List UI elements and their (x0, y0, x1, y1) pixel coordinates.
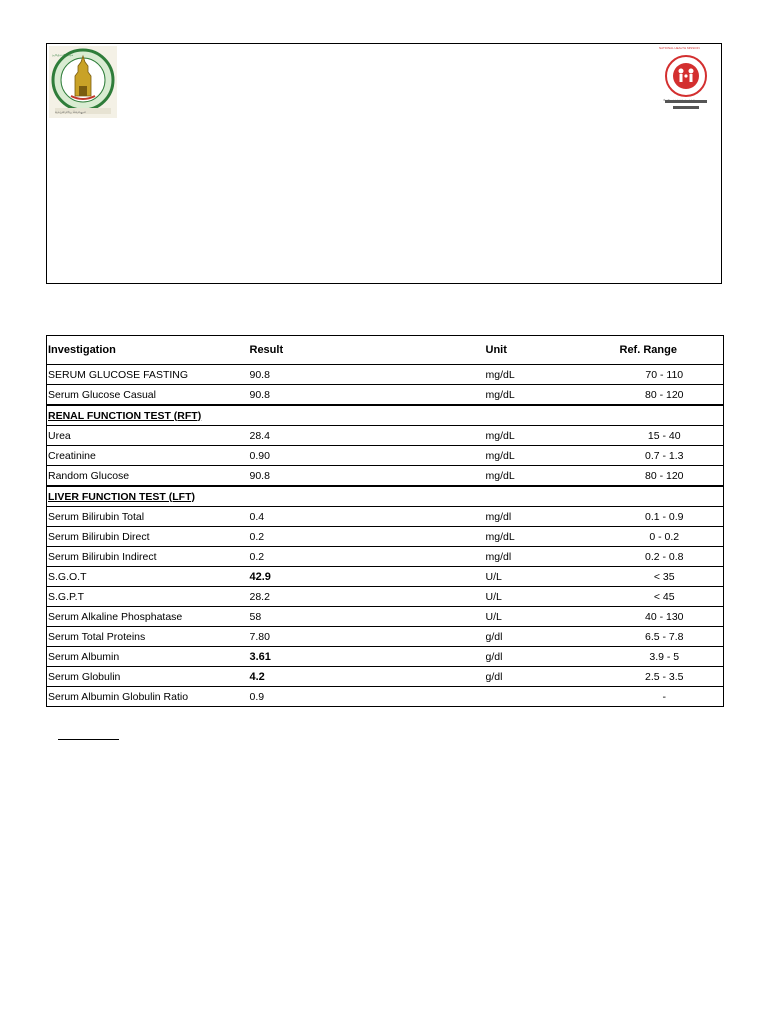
empty-cell (249, 405, 485, 426)
unit-cell: g/dl (485, 647, 605, 667)
section-header-row (47, 405, 724, 426)
column-header-result: Result (249, 336, 485, 365)
result-cell: 7.80 (249, 627, 485, 647)
result-cell: 0.4 (249, 507, 485, 527)
investigation-cell: Serum Glucose Casual (47, 385, 249, 406)
table-row (47, 426, 724, 446)
result-cell: 0.2 (249, 547, 485, 567)
right-logo-subtext: தேசிய சுகாதார குழுமம் (663, 98, 695, 102)
result-cell: 0.2 (249, 527, 485, 547)
unit-cell: mg/dL (485, 365, 605, 385)
ref-range-cell: 80 - 120 (605, 385, 724, 406)
ref-range-cell: 15 - 40 (605, 426, 724, 446)
result-cell: 28.4 (249, 426, 485, 446)
unit-cell: U/L (485, 607, 605, 627)
ref-range-cell: 0.7 - 1.3 (605, 446, 724, 466)
result-cell: 58 (249, 607, 485, 627)
ref-range-cell: < 45 (605, 587, 724, 607)
result-cell: 4.2 (249, 667, 485, 687)
column-header-unit: Unit (485, 336, 605, 365)
table-row (47, 567, 724, 587)
ref-range-cell: 0.2 - 0.8 (605, 547, 724, 567)
unit-cell: mg/dL (485, 466, 605, 487)
ref-range-cell: 70 - 110 (605, 365, 724, 385)
investigation-cell: Urea (47, 426, 249, 446)
ref-range-cell: 0 - 0.2 (605, 527, 724, 547)
table-row (47, 507, 724, 527)
result-cell: 90.8 (249, 385, 485, 406)
table-row (47, 527, 724, 547)
column-header-investigation: Investigation (47, 336, 249, 365)
report-header-box (46, 43, 722, 284)
signature-line (58, 739, 119, 740)
ref-range-cell: 0.1 - 0.9 (605, 507, 724, 527)
left-logo-motto: வாய்மையே வெல்லும் (55, 110, 87, 114)
result-cell: 90.8 (249, 466, 485, 487)
column-header-ref-range: Ref. Range (605, 336, 724, 365)
investigation-cell: Serum Albumin (47, 647, 249, 667)
investigation-cell: Serum Globulin (47, 667, 249, 687)
ref-range-cell: 80 - 120 (605, 466, 724, 487)
result-cell: 90.8 (249, 365, 485, 385)
unit-cell: g/dl (485, 667, 605, 687)
empty-cell (605, 405, 724, 426)
unit-cell: g/dl (485, 627, 605, 647)
table-row (47, 607, 724, 627)
table-row (47, 466, 724, 487)
investigation-cell: S.G.O.T (47, 567, 249, 587)
investigation-cell: Serum Bilirubin Total (47, 507, 249, 527)
right-logo-region: தமிழ்நாடு (673, 105, 687, 109)
empty-cell (485, 486, 605, 507)
ref-range-cell: 6.5 - 7.8 (605, 627, 724, 647)
ref-range-cell: 40 - 130 (605, 607, 724, 627)
result-cell: 0.90 (249, 446, 485, 466)
table-row (47, 647, 724, 667)
result-cell: 0.9 (249, 687, 485, 707)
unit-cell: mg/dL (485, 426, 605, 446)
table-row (47, 667, 724, 687)
investigation-cell: SERUM GLUCOSE FASTING (47, 365, 249, 385)
unit-cell: mg/dL (485, 446, 605, 466)
unit-cell: mg/dL (485, 385, 605, 406)
ref-range-cell: 2.5 - 3.5 (605, 667, 724, 687)
empty-cell (605, 486, 724, 507)
table-row (47, 547, 724, 567)
investigation-cell: Serum Total Proteins (47, 627, 249, 647)
table-header-row (47, 336, 724, 365)
section-header-row (47, 486, 724, 507)
unit-cell: mg/dL (485, 527, 605, 547)
empty-cell (249, 486, 485, 507)
right-logo-text: NATIONAL HEALTH MISSION (659, 46, 700, 50)
ref-range-cell: - (605, 687, 724, 707)
investigation-cell: Serum Albumin Globulin Ratio (47, 687, 249, 707)
investigation-cell: S.G.P.T (47, 587, 249, 607)
investigation-cell: Serum Alkaline Phosphatase (47, 607, 249, 627)
empty-cell (485, 405, 605, 426)
investigation-cell: Serum Bilirubin Direct (47, 527, 249, 547)
ref-range-cell: < 35 (605, 567, 724, 587)
table-row (47, 446, 724, 466)
result-cell: 3.61 (249, 647, 485, 667)
result-cell: 28.2 (249, 587, 485, 607)
unit-cell: U/L (485, 587, 605, 607)
table-row (47, 627, 724, 647)
table-row (47, 365, 724, 385)
result-cell: 42.9 (249, 567, 485, 587)
lab-results-table (46, 335, 724, 707)
table-row (47, 687, 724, 707)
unit-cell: mg/dl (485, 547, 605, 567)
unit-cell (485, 687, 605, 707)
section-title-text: LIVER FUNCTION TEST (LFT) (48, 490, 195, 503)
table-row (47, 385, 724, 406)
investigation-cell: Serum Bilirubin Indirect (47, 547, 249, 567)
section-title-text: RENAL FUNCTION TEST (RFT) (48, 409, 202, 422)
unit-cell: mg/dl (485, 507, 605, 527)
table-row (47, 587, 724, 607)
left-logo-text: தமிழ்நாடு அரசு (52, 53, 74, 57)
investigation-cell: Creatinine (47, 446, 249, 466)
investigation-cell: Random Glucose (47, 466, 249, 487)
ref-range-cell: 3.9 - 5 (605, 647, 724, 667)
lab-results-body (47, 336, 724, 707)
section-title (47, 405, 249, 426)
unit-cell: U/L (485, 567, 605, 587)
section-title (47, 486, 249, 507)
